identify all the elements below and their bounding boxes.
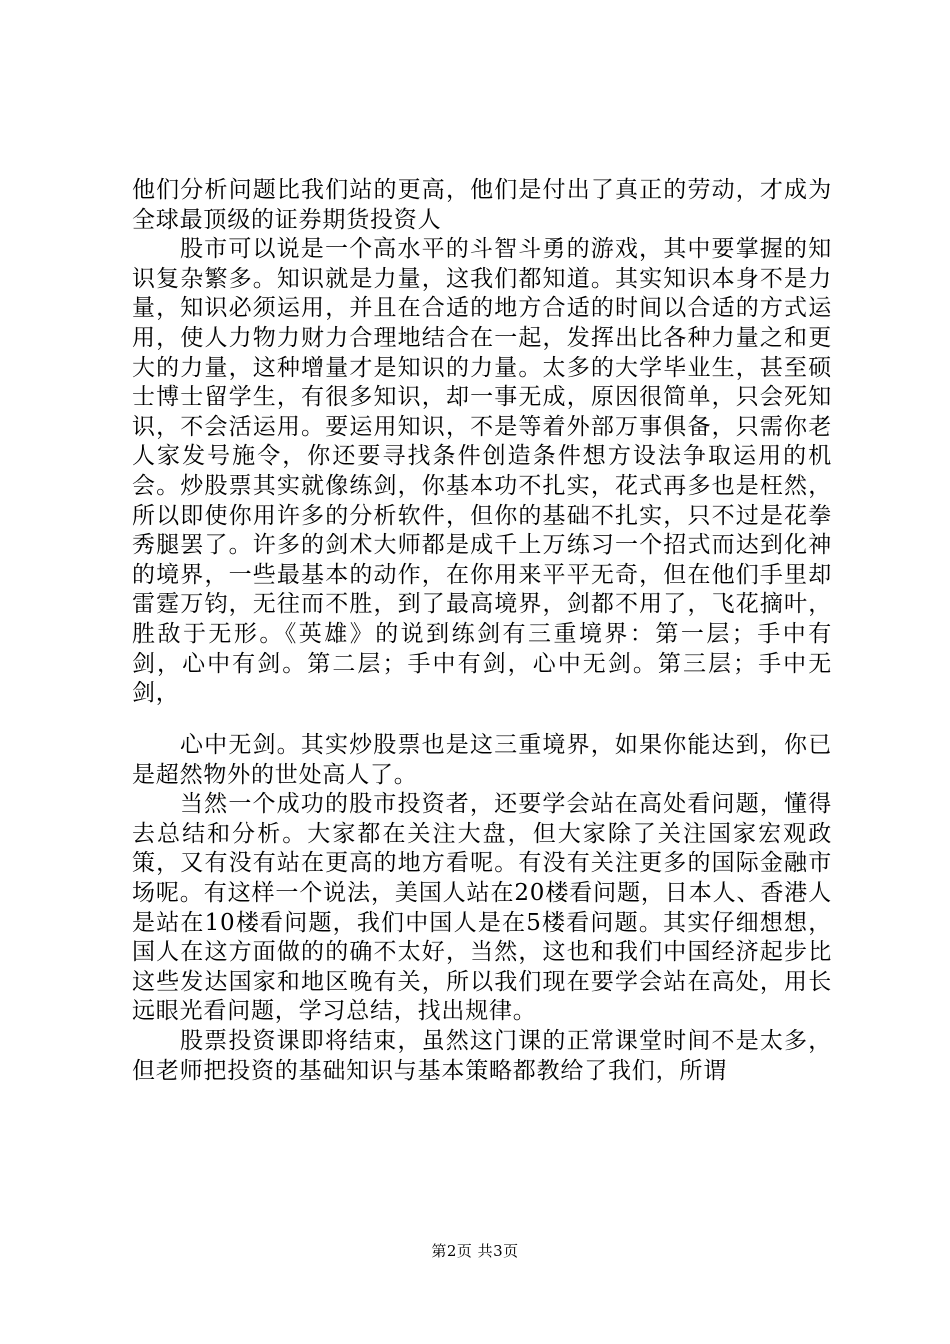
page-footer: 第2页 共3页: [431, 1242, 519, 1260]
paragraph-stock-market-knowledge: 股市可以说是一个高水平的斗智斗勇的游戏，其中要掌握的知识复杂繁多。知识就是力量，这我们都知道。其实知识本身不是力量，知识必须运用，并且在合适的地方合适的时间以合适的方式运用，使人力物力财力合理地结合在一起，发挥出比各种力量之和更大的力量，这种增量才是知识的力量。太多的大学毕业生，甚至硕士博士留学生，有很多知识，却一事无成，原因很简单，只会死知识，不会活运用。要运用知识，不是等着外部万事俱备，只需你老人家发号施令，你还要寻找条件创造条件想方设法争取运用的机会。炒股票其实就像练剑，你基本功不扎实，花式再多也是枉然，所以即使你用许多的分析软件，但你的基础不扎实，只不过是花拳秀腿罢了。许多的剑术大师都是成千上万练习一个招式而达到化神的境界，一些最基本的动作，在你用来平平无奇，但在他们手里却雷霆万钧，无往而不胜，到了最高境界，剑都不用了，飞花摘叶，胜敌于无形。《英雄》的说到练剑有三重境界：第一层；手中有剑，心中有剑。第二层；手中有剑，心中无剑。第三层；手中无剑，: [132, 236, 832, 707]
paragraph-continuation: 他们分析问题比我们站的更高，他们是付出了真正的劳动，才成为全球最顶级的证券期货投资人: [132, 177, 832, 233]
text-block-bottom: [132, 731, 832, 1086]
text-block-top: [132, 176, 832, 709]
paragraph-high-perspective: 当然一个成功的股市投资者，还要学会站在高处看问题，懂得去总结和分析。大家都在关注大盘，但大家除了关注国家宏观政策，又有没有站在更高的地方看呢。有没有关注更多的国际金融市场呢。有这样一个说法，美国人站在20楼看问题，日本人、香港人是站在10楼看问题，我们中国人是在5楼看问题。其实仔细想想，国人在这方面做的的确不太好，当然，这也和我们中国经济起步比这些发达国家和地区晚有关，所以我们现在要学会站在高处，用长远眼光看问题，学习总结，找出规律。: [132, 791, 832, 1025]
paragraph-three-realms: 心中无剑。其实炒股票也是这三重境界，如果你能达到，你已是超然物外的世处高人了。: [132, 732, 832, 788]
paragraph-course-ending: 股票投资课即将结束，虽然这门课的正常课堂时间不是太多，但老师把投资的基础知识与基本策略都教给了我们，所谓: [132, 1027, 832, 1084]
